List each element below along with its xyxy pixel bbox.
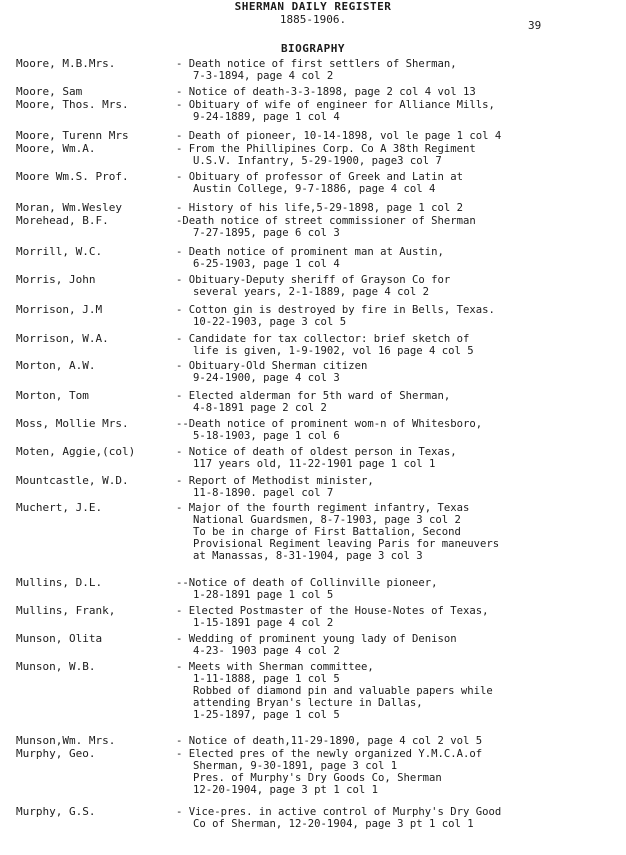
entry-name: Murphy, Geo. xyxy=(16,747,96,760)
entry-line: several years, 2-1-1889, page 4 col 2 xyxy=(193,286,429,298)
entry-line: - Death of pioneer, 10-14-1898, vol le page 1 col 4 xyxy=(176,130,502,142)
entry-name: Moore, Sam xyxy=(16,85,83,98)
entry-line: --Death notice of prominent wom-n of Whitesboro, xyxy=(176,418,483,430)
entry-line: -Death notice of street commissioner of Sherman xyxy=(176,215,476,227)
entry-line: - Obituary-Deputy sheriff of Grayson Co for xyxy=(176,274,451,286)
entry-line: - From the Phillipines Corp. Co A 38th Regiment xyxy=(176,143,476,155)
entry-line: Co of Sherman, 12-20-1904, page 3 pt 1 col 1 xyxy=(193,818,474,830)
entry-name: Moss, Mollie Mrs. xyxy=(16,417,129,430)
entry-name: Munson,Wm. Mrs. xyxy=(16,734,116,747)
entry-name: Morton, Tom xyxy=(16,389,89,402)
entry-line: 117 years old, 11-22-1901 page 1 col 1 xyxy=(193,458,436,470)
entry-line: 7-27-1895, page 6 col 3 xyxy=(193,227,340,239)
entry-line: - Wedding of prominent young lady of Denison xyxy=(176,633,457,645)
entry-line: 9-24-1900, page 4 col 3 xyxy=(193,372,340,384)
entry-line: - Death notice of first settlers of Sherman, xyxy=(176,58,457,70)
entry-line: - Notice of death,11-29-1890, page 4 col 2 vol 5 xyxy=(176,735,483,747)
entry-line: - Report of Methodist minister, xyxy=(176,475,374,487)
entry-line: U.S.V. Infantry, 5-29-1900, page3 col 7 xyxy=(193,155,442,167)
entry-line: - Obituary-Old Sherman citizen xyxy=(176,360,368,372)
entry-line: - History of his life,5-29-1898, page 1 col 2 xyxy=(176,202,464,214)
entry-line: 1-15-1891 page 4 col 2 xyxy=(193,617,334,629)
entry-line: 1-25-1897, page 1 col 5 xyxy=(193,709,340,721)
entry-name: Mullins, Frank, xyxy=(16,604,116,617)
entry-line: - Elected pres of the newly organized Y.M.C.A.of xyxy=(176,748,483,760)
entry-line: - Cotton gin is destroyed by fire in Bells, Texas. xyxy=(176,304,495,316)
entry-line: - Notice of death of oldest person in Texas, xyxy=(176,446,457,458)
entry-name: Moore, Wm.A. xyxy=(16,142,96,155)
entry-line: To be in charge of First Battalion, Second xyxy=(193,526,461,538)
register-title: SHERMAN DAILY REGISTER xyxy=(234,0,392,13)
entry-line: - Obituary of professor of Greek and Latin at xyxy=(176,171,464,183)
entry-line: Provisional Regiment leaving Paris for maneuvers xyxy=(193,538,500,550)
entry-line: 12-20-1904, page 3 pt 1 col 1 xyxy=(193,784,378,796)
entry-line: - Notice of death-3-3-1898, page 2 col 4 vol 13 xyxy=(176,86,476,98)
entry-line: 10-22-1903, page 3 col 5 xyxy=(193,316,347,328)
entry-line: Pres. of Murphy's Dry Goods Co, Sherman xyxy=(193,772,442,784)
entry-line: at Manassas, 8-31-1904, page 3 col 3 xyxy=(193,550,423,562)
entry-name: Moore, Thos. Mrs. xyxy=(16,98,129,111)
entry-name: Mountcastle, W.D. xyxy=(16,474,129,487)
entry-line: - Candidate for tax collector: brief sketch of xyxy=(176,333,470,345)
entry-line: --Notice of death of Collinville pioneer, xyxy=(176,577,438,589)
entry-line: 6-25-1903, page 1 col 4 xyxy=(193,258,340,270)
entry-line: 7-3-1894, page 4 col 2 xyxy=(193,70,334,82)
entry-name: Morrill, W.C. xyxy=(16,245,103,258)
entry-line: 5-18-1903, page 1 col 6 xyxy=(193,430,340,442)
entry-line: 1-28-1891 page 1 col 5 xyxy=(193,589,334,601)
entry-line: - Death notice of prominent man at Austin, xyxy=(176,246,444,258)
entry-name: Moore, M.B.Mrs. xyxy=(16,57,116,70)
register-years: 1885-1906. xyxy=(279,13,347,26)
section-heading: BIOGRAPHY xyxy=(280,42,346,55)
entry-line: attending Bryan's lecture in Dallas, xyxy=(193,697,423,709)
entry-name: Morton, A.W. xyxy=(16,359,96,372)
entry-name: Munson, Olita xyxy=(16,632,103,645)
entry-line: Austin College, 9-7-1886, page 4 col 4 xyxy=(193,183,436,195)
entry-line: 4-8-1891 page 2 col 2 xyxy=(193,402,327,414)
entry-line: Sherman, 9-30-1891, page 3 col 1 xyxy=(193,760,398,772)
entry-line: life is given, 1-9-1902, vol 16 page 4 col 5 xyxy=(193,345,474,357)
entry-line: - Elected Postmaster of the House-Notes of Texas, xyxy=(176,605,489,617)
entry-line: - Major of the fourth regiment infantry, Texas xyxy=(176,502,470,514)
entry-line: Robbed of diamond pin and valuable papers while xyxy=(193,685,493,697)
entry-line: National Guardsmen, 8-7-1903, page 3 col 2 xyxy=(193,514,461,526)
entry-line: - Obituary of wife of engineer for Alliance Mills, xyxy=(176,99,495,111)
entry-line: - Meets with Sherman committee, xyxy=(176,661,374,673)
entry-line: 9-24-1889, page 1 col 4 xyxy=(193,111,340,123)
entry-name: Morris, John xyxy=(16,273,96,286)
entry-name: Munson, W.B. xyxy=(16,660,96,673)
entry-line: - Vice-pres. in active control of Murphy's Dry Good xyxy=(176,806,502,818)
entry-line: 4-23- 1903 page 4 col 2 xyxy=(193,645,340,657)
entry-name: Mullins, D.L. xyxy=(16,576,103,589)
entry-name: Morrison, W.A. xyxy=(16,332,109,345)
entry-name: Muchert, J.E. xyxy=(16,501,103,514)
page-number: 39 xyxy=(528,19,542,32)
entry-name: Moran, Wm.Wesley xyxy=(16,201,122,214)
entry-name: Moore Wm.S. Prof. xyxy=(16,170,129,183)
entry-line: - Elected alderman for 5th ward of Sherman, xyxy=(176,390,451,402)
entry-name: Murphy, G.S. xyxy=(16,805,96,818)
entry-name: Morrison, J.M xyxy=(16,303,103,316)
entry-name: Morehead, B.F. xyxy=(16,214,109,227)
entry-name: Moore, Turenn Mrs xyxy=(16,129,129,142)
entry-line: 11-8-1890. pagel col 7 xyxy=(193,487,334,499)
entry-name: Moten, Aggie,(col) xyxy=(16,445,136,458)
entry-line: 1-11-1888, page 1 col 5 xyxy=(193,673,340,685)
